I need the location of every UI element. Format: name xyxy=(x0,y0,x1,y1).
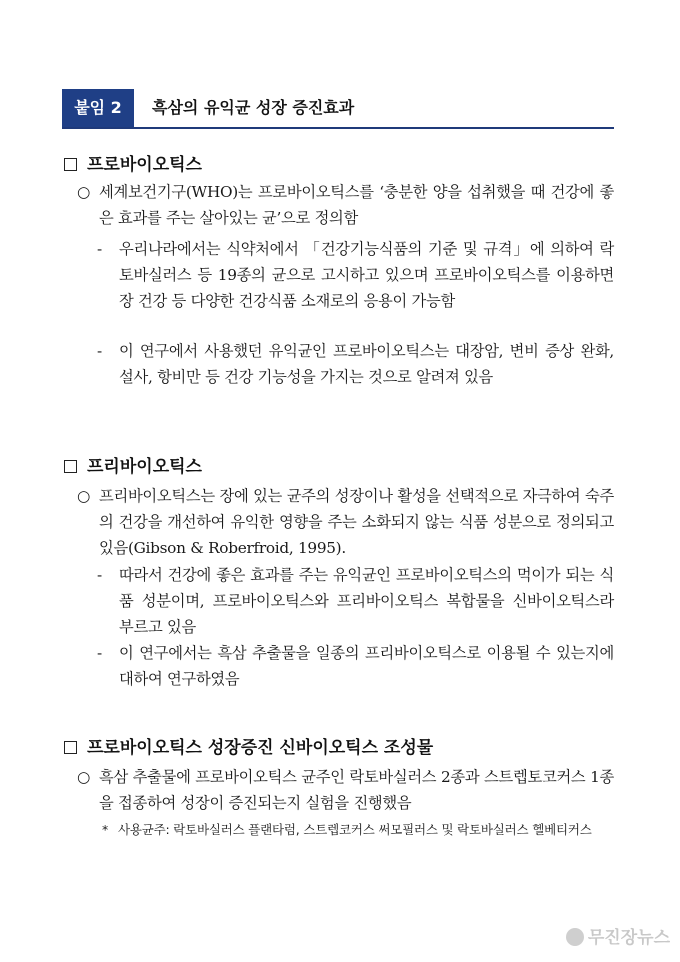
section-title-prebiotics: 프리바이오틱스 xyxy=(64,452,202,477)
dash-paragraph: - 이 연구에서 사용했던 유익균인 프로바이오틱스는 대장암, 변비 증상 완화, 설사, 항비만 등 건강 기능성을 가지는 것으로 알려져 있음 xyxy=(119,338,614,390)
circle-bullet-icon: ○ xyxy=(77,487,91,505)
watermark-logo-icon xyxy=(566,928,584,946)
checkbox-square-icon xyxy=(64,460,77,473)
dash-bullet-icon: - xyxy=(97,644,102,662)
section-title-synbiotics: 프로바이오틱스 성장증진 신바이오틱스 조성물 xyxy=(64,733,433,758)
dash-bullet-icon: - xyxy=(97,240,102,258)
circle-paragraph: ○ 세계보건기구(WHO)는 프로바이오틱스를 ‘충분한 양을 섭취했을 때 건강에 좋은 효과를 주는 살아있는 균’으로 정의함 xyxy=(99,179,614,231)
asterisk-icon: * xyxy=(102,822,109,837)
appendix-badge: 붙임 2 xyxy=(62,89,134,127)
dash-bullet-icon: - xyxy=(97,342,102,360)
dash-bullet-icon: - xyxy=(97,566,102,584)
circle-paragraph: ○ 흑삼 추출물에 프로바이오틱스 균주인 락토바실러스 2종과 스트렙토코커스 1종을 접종하여 성장이 증진되는지 실험을 진행했음 xyxy=(99,764,614,816)
circle-paragraph: ○ 프리바이오틱스는 장에 있는 균주의 성장이나 활성을 선택적으로 자극하여 숙주의 건강을 개선하여 유익한 영향을 주는 소화되지 않는 식품 성분으로 정의되고 있음(Gibson & Roberfroid, 1995). xyxy=(99,483,614,561)
appendix-title: 흑삼의 유익균 성장 증진효과 xyxy=(152,98,355,117)
dash-paragraph: - 이 연구에서는 흑삼 추출물을 일종의 프리바이오틱스로 이용될 수 있는지에 대하여 연구하였음 xyxy=(119,640,614,692)
footnote: * 사용균주: 락토바실러스 플랜타럼, 스트렙코커스 써모필러스 및 락토바실러스 헬베티커스 xyxy=(118,820,614,840)
section-title-probiotics: 프로바이오틱스 xyxy=(64,150,202,175)
checkbox-square-icon xyxy=(64,158,77,171)
checkbox-square-icon xyxy=(64,741,77,754)
watermark: 무진장뉴스 xyxy=(566,923,670,948)
circle-bullet-icon: ○ xyxy=(77,768,91,786)
dash-paragraph: - 따라서 건강에 좋은 효과를 주는 유익균인 프로바이오틱스의 먹이가 되는 식품 성분이며, 프로바이오틱스와 프리바이오틱스 복합물을 신바이오틱스라 부르고 있음 xyxy=(119,562,614,640)
circle-bullet-icon: ○ xyxy=(77,183,91,201)
appendix-header xyxy=(62,89,614,129)
dash-paragraph: - 우리나라에서는 식약처에서 「건강기능식품의 기준 및 규격」에 의하여 락토바실러스 등 19종의 균으로 고시하고 있으며 프로바이오틱스를 이용하면 장 건강 등 다양한 건강식품 소재로의 응용이 가능함 xyxy=(119,236,614,314)
